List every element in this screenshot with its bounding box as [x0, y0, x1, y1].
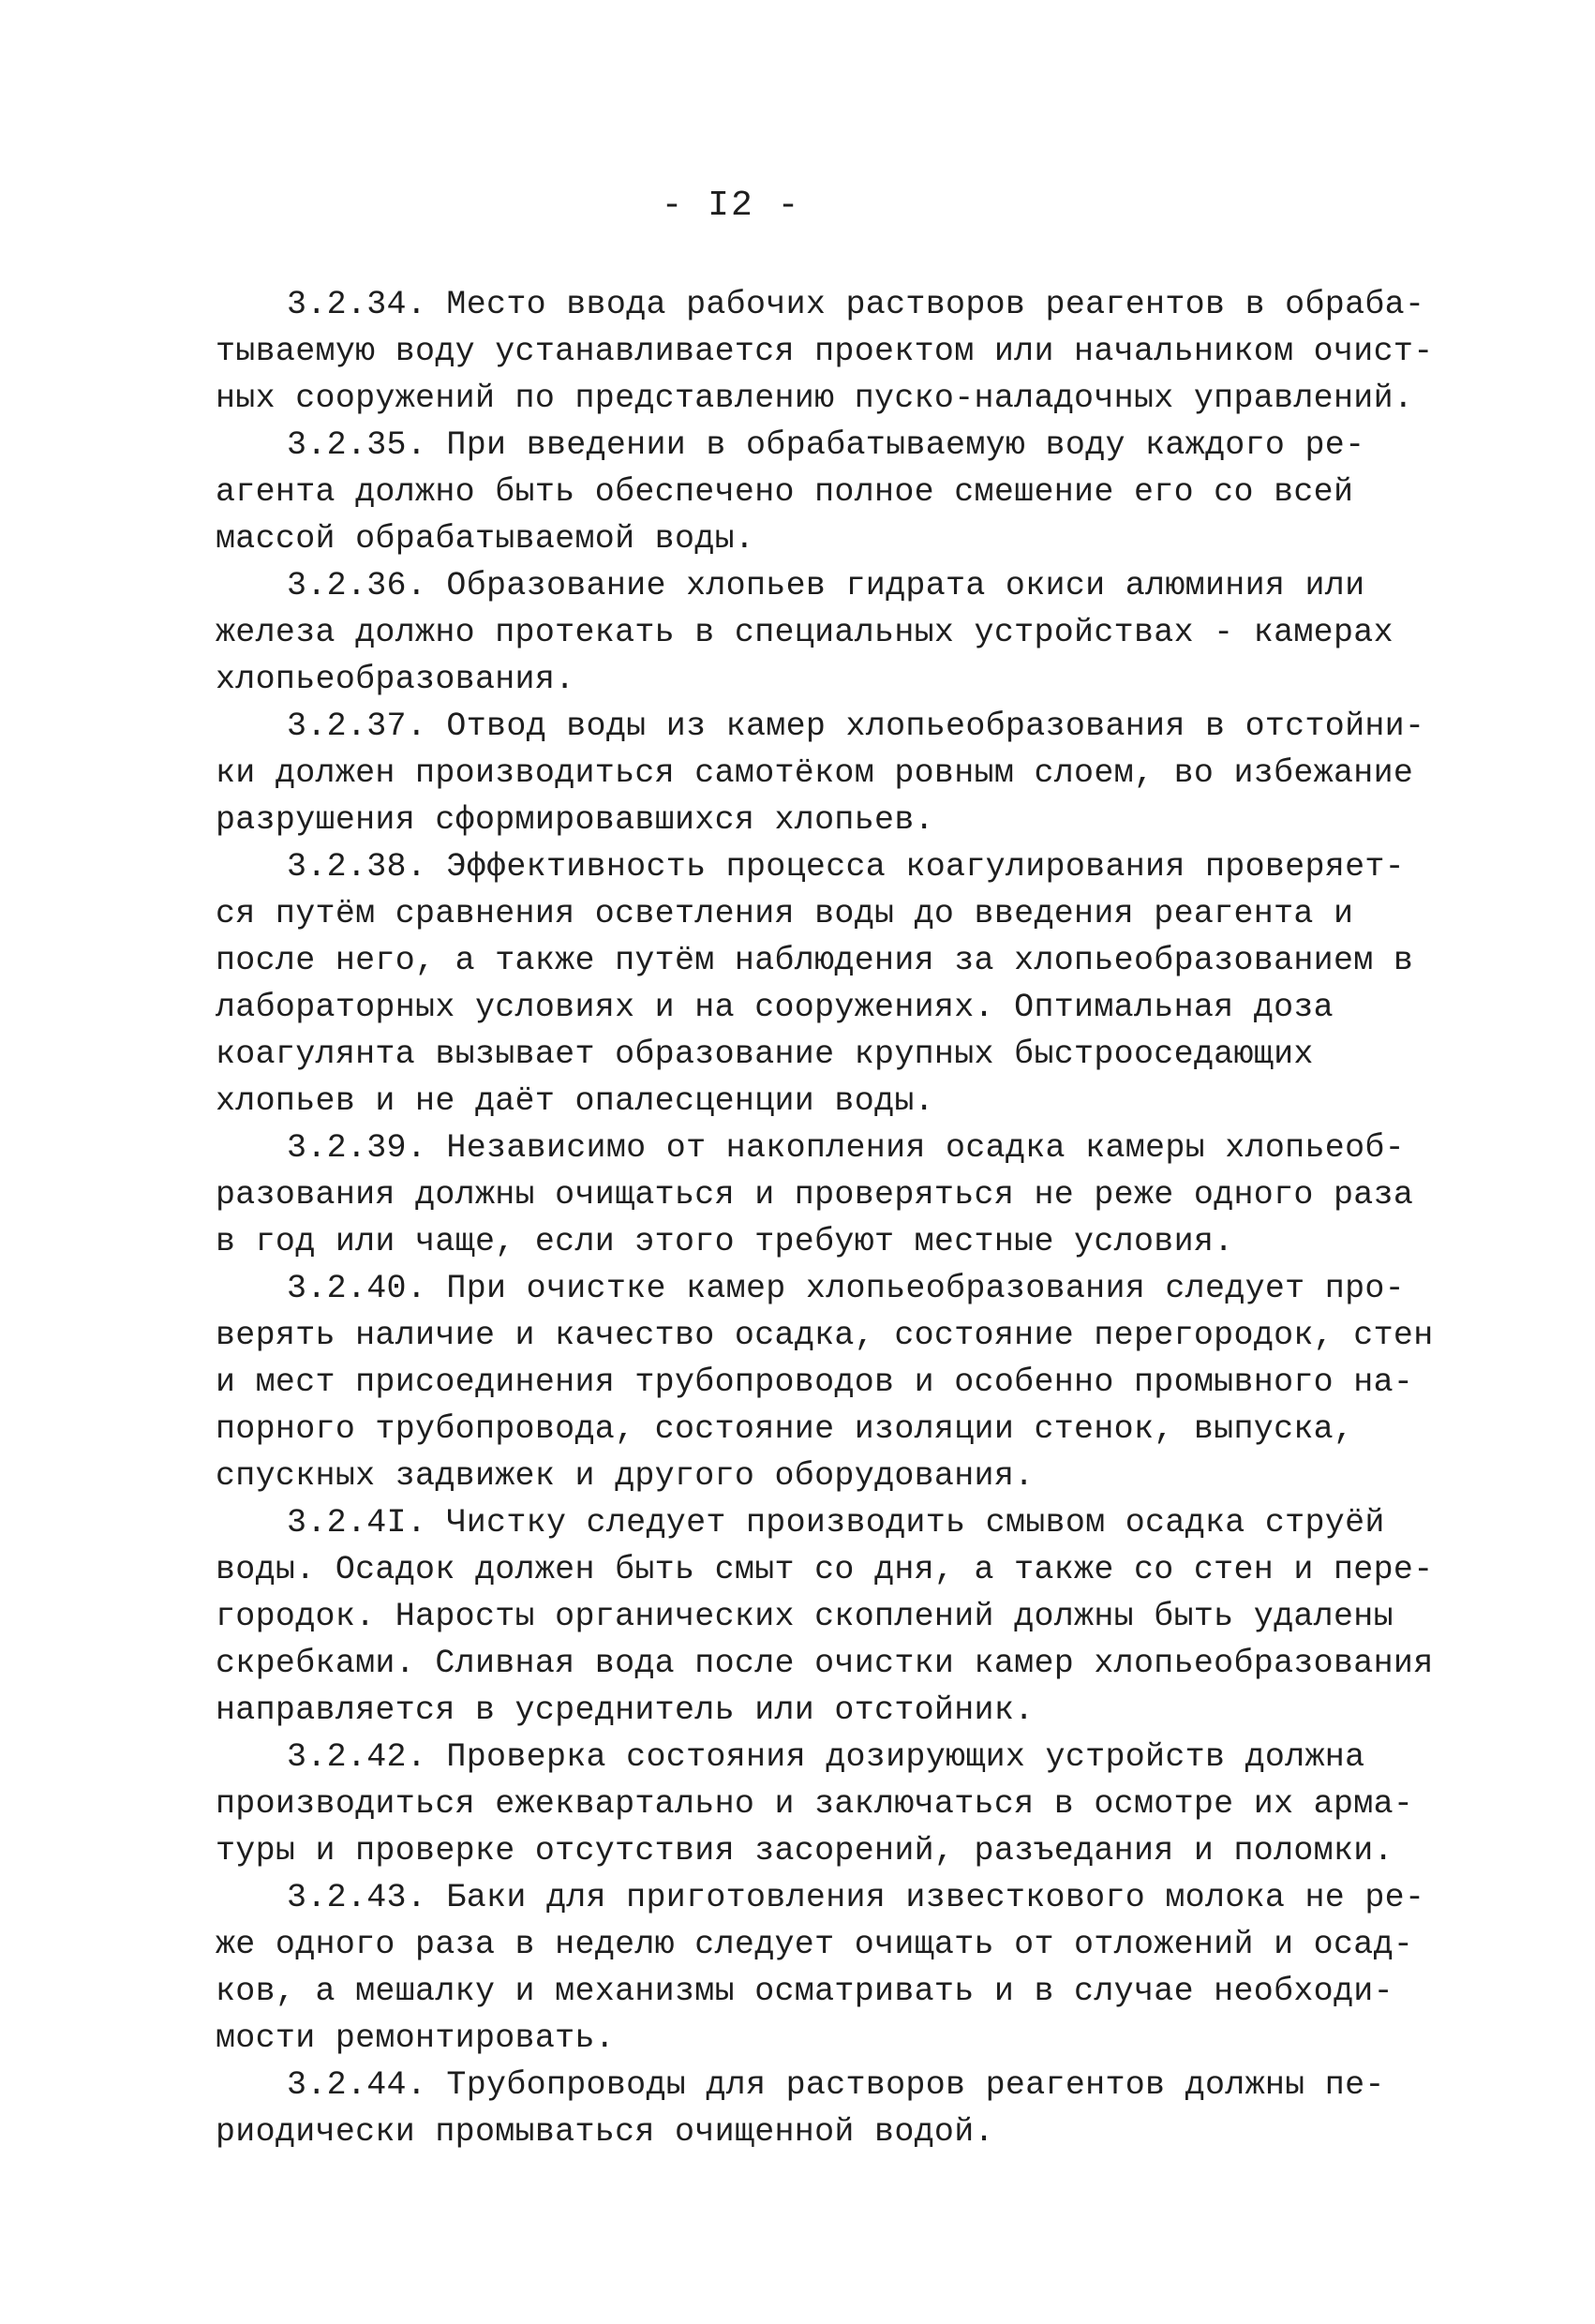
paragraph-line: хлопьеобразования.: [216, 661, 575, 698]
paragraph-line: же одного раза в неделю следует очищать от отложений и осад-: [216, 1926, 1414, 1963]
paragraph-line: 3.2.43. Баки для приготовления известкового молока не ре-: [287, 1879, 1425, 1916]
paragraph-3-2-44: [216, 2062, 1396, 2155]
paragraph-line: воды. Осадок должен быть смыт со дня, а также со стен и пере-: [216, 1551, 1434, 1588]
paragraph-line: спускных задвижек и другого оборудования.: [216, 1457, 1035, 1495]
paragraph-line: порного трубопровода, состояние изоляции стенок, выпуска,: [216, 1410, 1354, 1448]
paragraph-line: ков, а мешалку и механизмы осматривать и в случае необходи-: [216, 1973, 1394, 2010]
document-body: [216, 281, 1434, 2155]
paragraph-3-2-41: [216, 1499, 1434, 1734]
paragraph-line: 3.2.42. Проверка состояния дозирующих устройств должна: [287, 1738, 1365, 1776]
paragraph-line: агента должно быть обеспечено полное смешение его со всей: [216, 473, 1354, 511]
paragraph-line: направляется в усреднитель или отстойник.: [216, 1691, 1035, 1729]
paragraph-3-2-34: [216, 281, 1434, 422]
paragraph-3-2-35: [216, 422, 1396, 562]
paragraph-line: 3.2.4I. Чистку следует производить смывом осадка струёй: [287, 1504, 1385, 1542]
paragraph-line: после него, а также путём наблюдения за хлопьеобразованием в: [216, 942, 1414, 979]
paragraph-line: в год или чаще, если этого требуют местные условия.: [216, 1223, 1234, 1260]
paragraph-line: скребками. Сливная вода после очистки камер хлопьеобразования: [216, 1645, 1434, 1682]
paragraph-3-2-38: [216, 843, 1414, 1125]
paragraph-line: 3.2.35. При введении в обрабатываемую воду каждого ре-: [287, 426, 1365, 464]
paragraph-3-2-39: [216, 1125, 1414, 1265]
paragraph-line: 3.2.40. При очистке камер хлопьеобразования следует про-: [287, 1270, 1405, 1307]
paragraph-line: мости ремонтировать.: [216, 2019, 616, 2057]
paragraph-line: 3.2.37. Отвод воды из камер хлопьеобразования в отстойни-: [287, 708, 1425, 745]
paragraph-line: 3.2.39. Независимо от накопления осадка камеры хлопьеоб-: [287, 1129, 1405, 1167]
paragraph-line: хлопьев и не даёт опалесценции воды.: [216, 1082, 934, 1120]
paragraph-line: 3.2.38. Эффективность процесса коагулирования проверяет-: [287, 848, 1405, 886]
paragraph-line: ных сооружений по представлению пуско-наладочных управлений.: [216, 380, 1414, 417]
paragraph-line: туры и проверке отсутствия засорений, разъедания и поломки.: [216, 1832, 1394, 1870]
paragraph-line: ки должен производиться самотёком ровным слоем, во избежание: [216, 754, 1414, 792]
paragraph-line: железа должно протекать в специальных устройствах - камерах: [216, 614, 1394, 651]
paragraph-line: и мест присоединения трубопроводов и особенно промывного на-: [216, 1363, 1414, 1401]
paragraph-3-2-43: [216, 1874, 1425, 2062]
paragraph-line: лабораторных условиях и на сооружениях. Оптимальная доза: [216, 989, 1334, 1026]
paragraph-3-2-42: [216, 1734, 1414, 1874]
paragraph-line: риодически промываться очищенной водой.: [216, 2113, 994, 2151]
paragraph-line: массой обрабатываемой воды.: [216, 520, 755, 558]
paragraph-line: разрушения сформировавшихся хлопьев.: [216, 801, 934, 839]
paragraph-3-2-37: [216, 703, 1425, 843]
paragraph-3-2-40: [216, 1265, 1434, 1499]
paragraph-line: верять наличие и качество осадка, состояние перегородок, стен: [216, 1317, 1434, 1354]
page-number: - I2 -: [661, 186, 801, 226]
paragraph-line: городок. Наросты органических скоплений должны быть удалены: [216, 1598, 1394, 1635]
paragraph-line: 3.2.36. Образование хлопьев гидрата окиси алюминия или: [287, 567, 1365, 604]
paragraph-line: 3.2.34. Место ввода рабочих растворов реагентов в обраба-: [287, 286, 1425, 323]
paragraph-line: производиться ежеквартально и заключаться в осмотре их арма-: [216, 1785, 1414, 1823]
paragraph-3-2-36: [216, 562, 1396, 703]
paragraph-line: коагулянта вызывает образование крупных быстрооседающих: [216, 1035, 1314, 1073]
paragraph-line: тываемую воду устанавливается проектом или начальником очист-: [216, 333, 1434, 370]
paragraph-line: 3.2.44. Трубопроводы для растворов реагентов должны пе-: [287, 2066, 1385, 2104]
paragraph-line: разования должны очищаться и проверяться не реже одного раза: [216, 1176, 1414, 1214]
paragraph-line: ся путём сравнения осветления воды до введения реагента и: [216, 895, 1354, 932]
